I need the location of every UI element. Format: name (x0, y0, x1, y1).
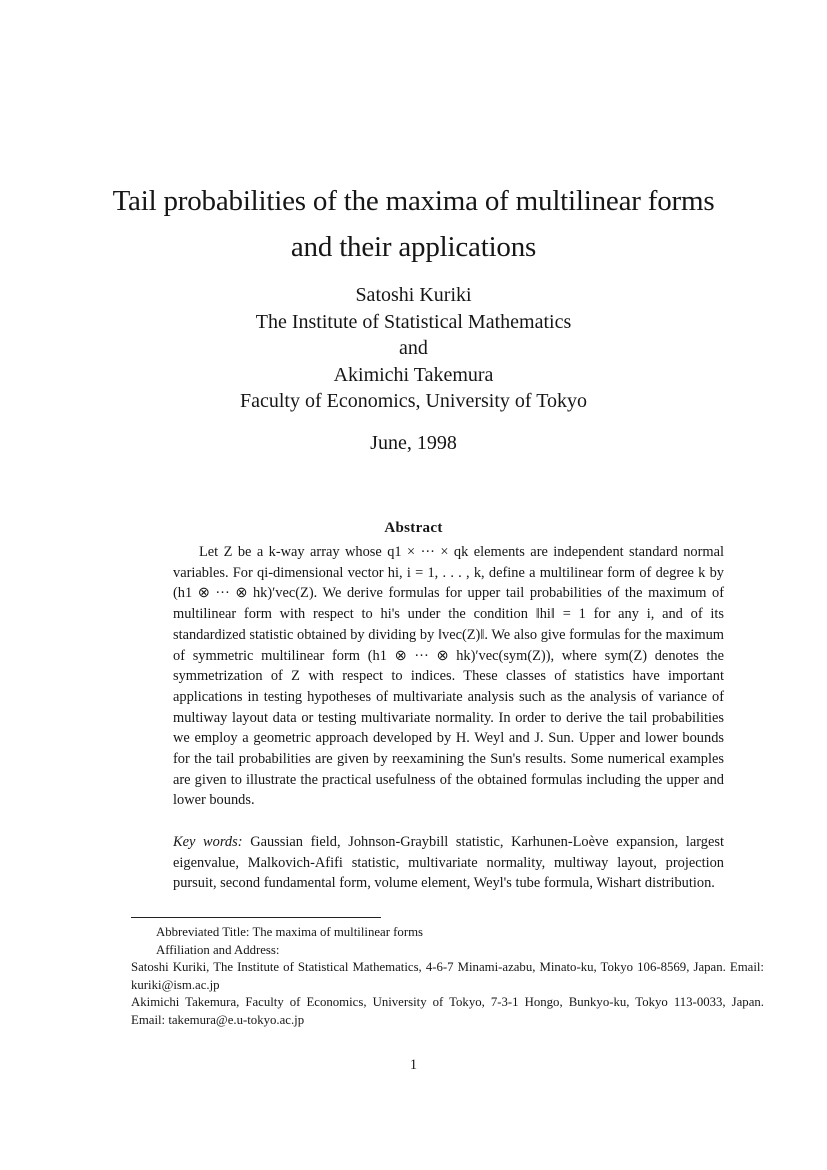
keywords-text: Gaussian field, Johnson-Graybill statistic, Karhunen-Loève expansion, largest eigenvalue, Malkovich-Afifi statistic, multivariate normality, multiway layout, projection pursuit, second fundamental form, volume element, Weyl's tube formula, Wishart distribution. (173, 834, 724, 892)
page-number: 1 (409, 1057, 418, 1073)
author-affiliation-2: Faculty of Economics, University of Tokyo (239, 390, 588, 412)
author-block (0, 282, 827, 415)
author-name-2: Akimichi Takemura (333, 363, 494, 386)
footnote-address-2: Akimichi Takemura, Faculty of Economics, University of Tokyo, 7-3-1 Hongo, Bunkyo-ku, Tokyo 113-0033, Japan. Email: takemura@e.u-tokyo.ac.jp (131, 995, 764, 1027)
title-line-1: Tail probabilities of the maxima of multilinear forms (112, 185, 715, 217)
author-name-1: Satoshi Kuriki (355, 284, 472, 306)
footnote-divider (131, 917, 381, 918)
paper-title (0, 178, 827, 270)
author-conjunction: and (399, 337, 428, 359)
author-affiliation-1: The Institute of Statistical Mathematics (255, 310, 572, 333)
abstract-heading: Abstract (384, 520, 443, 536)
footnote-address-1: Satoshi Kuriki, The Institute of Statistical Mathematics, 4-6-7 Minami-azabu, Minato-ku, Tokyo 106-8569, Japan. Email: kuriki@ism.ac.jp (131, 960, 764, 992)
footnote-affiliation-heading: Affiliation and Address: (156, 942, 280, 957)
paper-date: June, 1998 (370, 432, 457, 454)
keywords (173, 832, 724, 894)
footnote-abbreviated-title: Abbreviated Title: The maxima of multilinear forms (156, 925, 424, 939)
keywords-label: Key words: (173, 834, 243, 850)
title-line-2: and their applications (290, 231, 537, 263)
abstract-text: Let Z be a k-way array whose q1 × ··· × qk elements are independent standard normal variables. For qi-dimensional vector hi, i = 1, . . . , k, define a multilinear form of degree k by (h1 ⊗ ··· ⊗ hk)′vec(Z). We derive formulas for upper tail probabilities of the maximum of multilinear form with respect to hi's under the condition ‖hi‖ = 1 for any i, and of its standardized statistic obtained by dividing by ‖vec(Z)‖. We also give formulas for the maximum of symmetric multilinear form (h1 ⊗ ··· ⊗ hk)′vec(sym(Z)), where sym(Z) denotes the symmetrization of Z with respect to indices. These classes of statistics have important applications in testing hypotheses of multivariate analysis such as the analysis of variance of multiway layout data or testing multivariate normality. In order to derive the tail probabilities we employ a geometric approach developed by H. Weyl and J. Sun. Upper and lower bounds for the tail probabilities are given by reexamining the Sun's results. Some numerical examples are given to illustrate the practical usefulness of the obtained formulas including the upper and lower bounds. (173, 544, 724, 809)
footnotes (131, 924, 764, 1029)
